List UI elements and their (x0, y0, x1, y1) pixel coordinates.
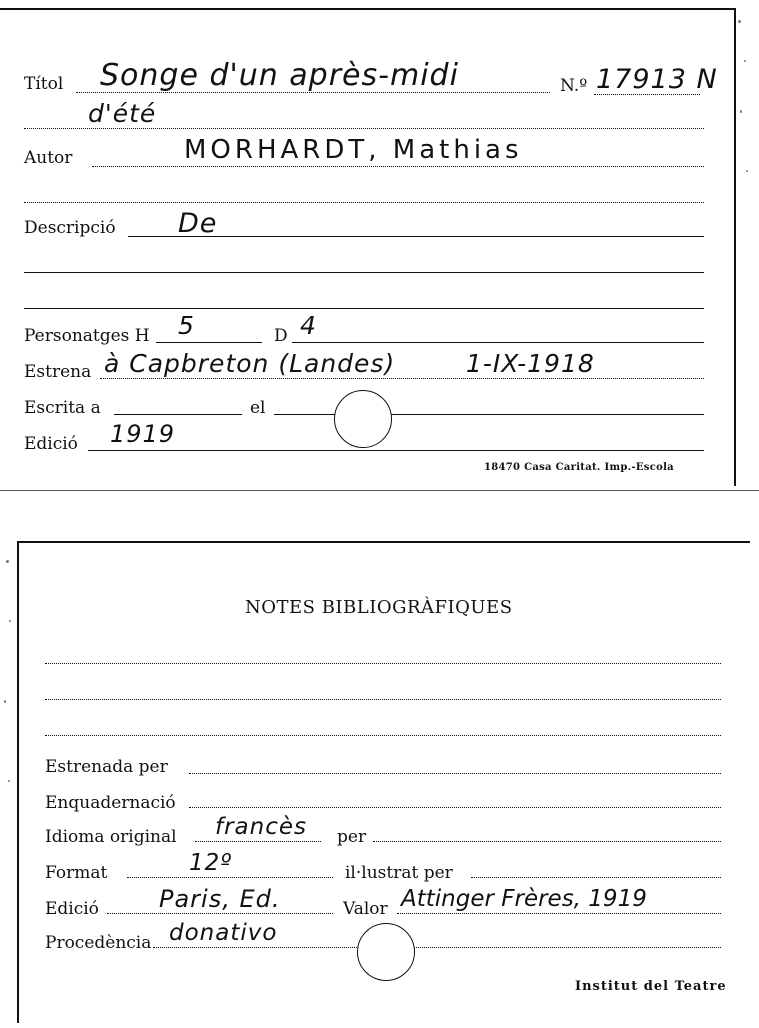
personatges-d-line (292, 342, 704, 343)
institution-name: Institut del Teatre (575, 979, 727, 994)
enquadernacio-label: Enquadernació (45, 793, 176, 813)
notes-line-3 (45, 735, 721, 736)
titol-value: Songe d'un après-midi (100, 58, 459, 93)
estrena-date: 1-IX-1918 (466, 349, 595, 378)
estrenada-line (189, 773, 721, 774)
edicio-line (88, 450, 704, 451)
estrenada-label: Estrenada per (45, 757, 168, 777)
el-label: el (250, 398, 266, 418)
procedencia-value: donativo (169, 920, 278, 946)
estrena-value: à Capbreton (Landes) (104, 349, 396, 378)
idioma-label: Idioma original (45, 827, 177, 847)
autor-label: Autor (24, 148, 73, 168)
escrita-label: Escrita a (24, 398, 101, 418)
personatges-h-value: 5 (178, 311, 195, 340)
titol-label: Títol (24, 74, 64, 94)
autor-line (92, 166, 704, 167)
valor-label: Valor (343, 899, 388, 919)
punch-hole (334, 390, 392, 448)
back-edicio-line (107, 913, 333, 914)
personatges-d-label: D (274, 326, 288, 346)
enquadernacio-line (189, 807, 721, 808)
notes-line-2 (45, 699, 721, 700)
number-value: 17913 N (596, 64, 718, 95)
back-edicio-value: Paris, Ed. (159, 885, 281, 913)
personatges-label: Personatges H (24, 326, 150, 346)
notes-line-1 (45, 663, 721, 664)
idioma-value: francès (215, 814, 308, 840)
back-edicio-label: Edició (45, 899, 99, 919)
card-separator (0, 490, 759, 491)
personatges-h-line (156, 342, 262, 343)
illustrat-label: il·lustrat per (345, 863, 453, 883)
escrita-line (114, 414, 242, 415)
idioma-line (195, 841, 321, 842)
descripcio-value: De (178, 208, 218, 239)
titol-value-cont: d'été (88, 99, 157, 128)
procedencia-line (153, 947, 721, 948)
procedencia-label: Procedència (45, 933, 152, 953)
notes-heading: NOTES BIBLIOGRÀFIQUES (245, 597, 513, 618)
format-line (127, 877, 333, 878)
catalog-card-front (0, 8, 736, 486)
edicio-label: Edició (24, 434, 78, 454)
descripcio-line-3 (24, 308, 704, 309)
idioma-per-label: per (337, 827, 367, 847)
catalog-card-back (17, 541, 750, 1023)
format-value: 12º (189, 850, 233, 876)
illustrat-line (471, 877, 721, 878)
descripcio-label: Descripció (24, 218, 116, 238)
autor-line-2 (24, 202, 704, 203)
punch-hole-back (357, 923, 415, 981)
printer-imprint: 18470 Casa Caritat. Imp.-Escola (484, 462, 674, 473)
format-label: Format (45, 863, 108, 883)
edicio-value: 1919 (110, 420, 176, 448)
number-label: N.º (560, 76, 588, 96)
personatges-d-value: 4 (300, 311, 317, 340)
valor-line (397, 913, 721, 914)
estrena-label: Estrena (24, 362, 92, 382)
estrena-line (100, 378, 704, 379)
idioma-per-line (373, 841, 721, 842)
autor-value: MORHARDT, Mathias (184, 135, 523, 165)
descripcio-line-2 (24, 272, 704, 273)
valor-value: Attinger Frères, 1919 (401, 886, 647, 912)
titol-line-2 (24, 128, 704, 129)
